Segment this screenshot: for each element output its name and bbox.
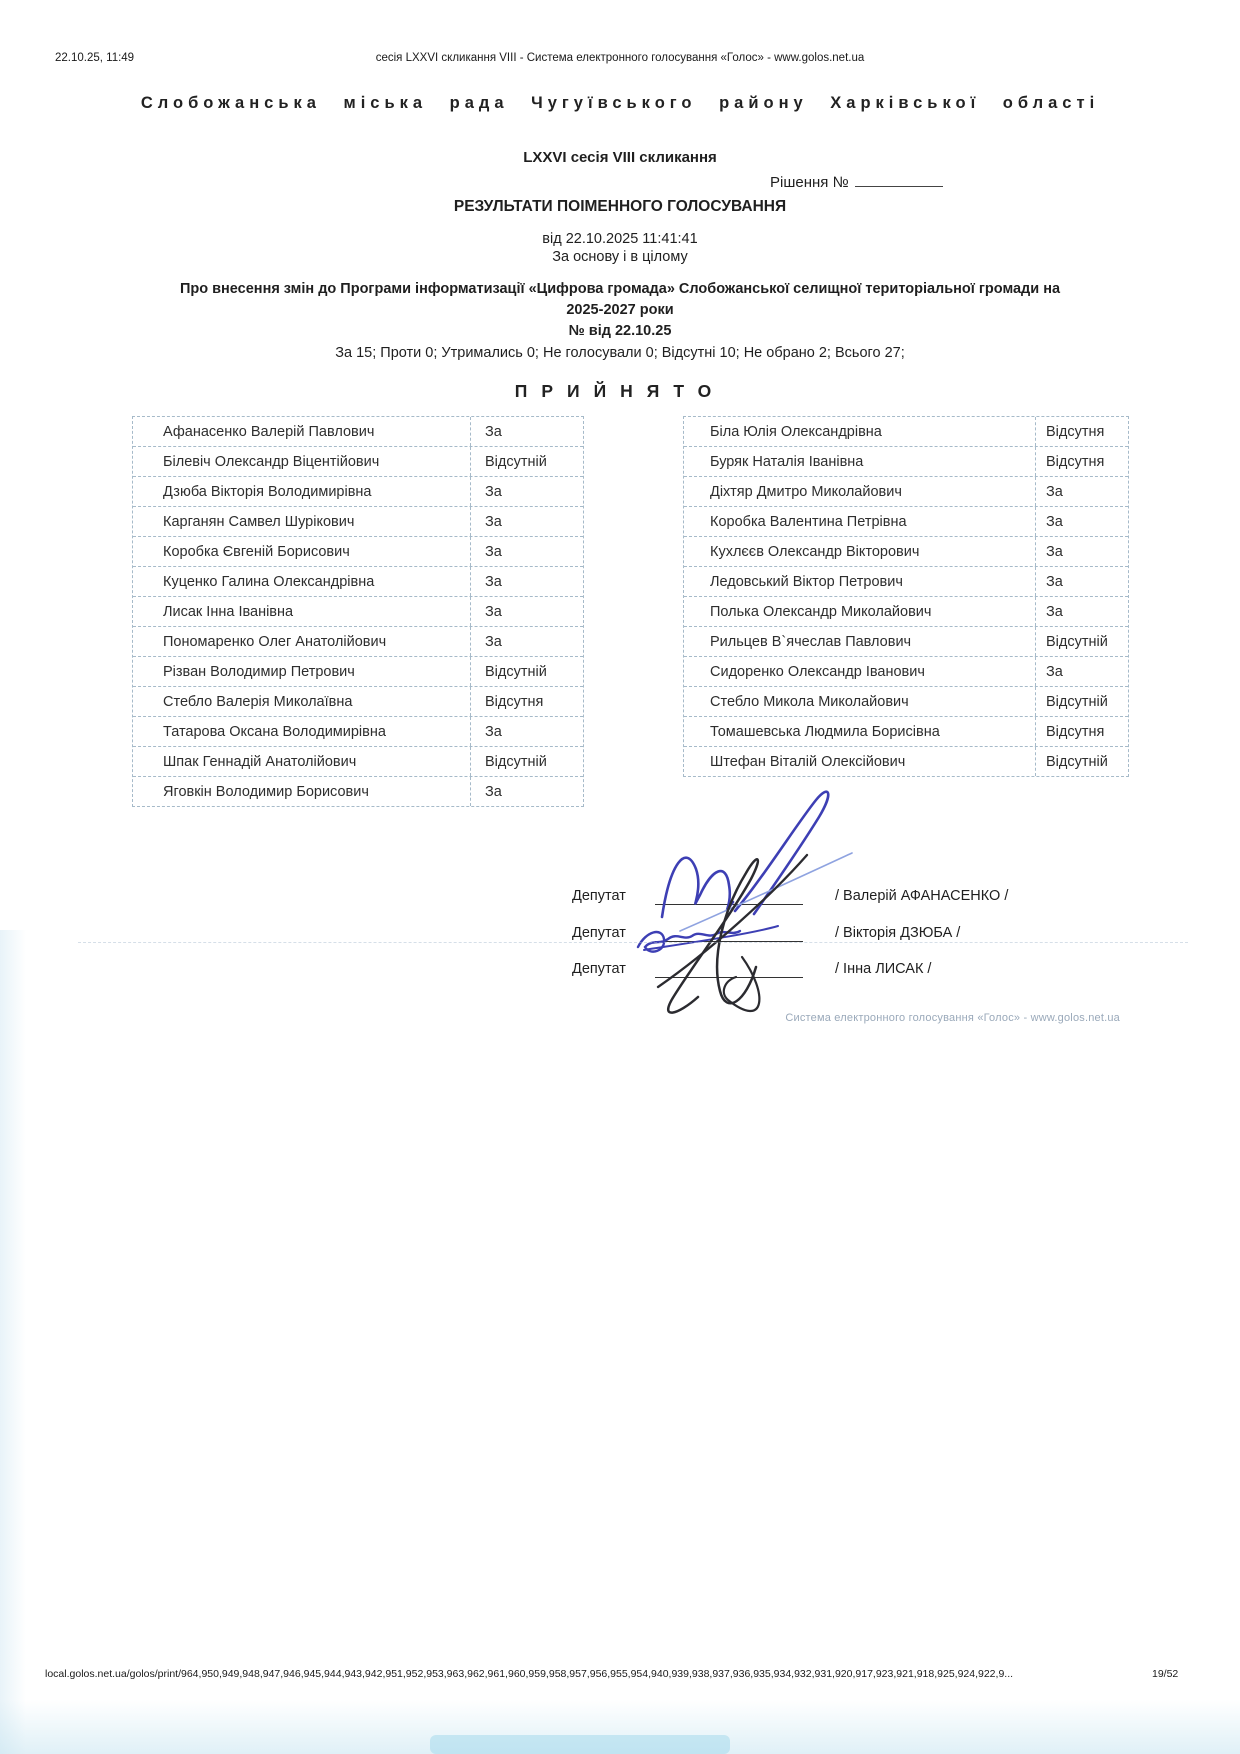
table-row [684, 746, 1128, 776]
deputy-name: Діхтяр Дмитро Миколайович [684, 477, 1036, 506]
table-row [684, 446, 1128, 476]
signature-deputy-name: / Інна ЛИСАК / [835, 961, 932, 977]
deputy-name: Шпак Геннадій Анатолійович [133, 747, 471, 776]
deputy-name: Коробка Євгеній Борисович [133, 537, 471, 566]
deputy-name: Полька Олександр Миколайович [684, 597, 1036, 626]
signature-role-label: Депутат [572, 961, 626, 977]
table-row [684, 686, 1128, 716]
deputy-name: Лисак Інна Іванівна [133, 597, 471, 626]
deputy-name: Біла Юлія Олександрівна [684, 417, 1036, 446]
signature-role-label: Депутат [572, 888, 626, 904]
table-row [133, 417, 583, 446]
deputy-name: Яговкін Володимир Борисович [133, 777, 471, 806]
deputy-name: Різван Володимир Петрович [133, 657, 471, 686]
deputy-name: Буряк Наталія Іванівна [684, 447, 1036, 476]
vote-subject [120, 279, 1120, 342]
decision-number-blank [855, 172, 943, 187]
vote-value: Відсутній [1046, 633, 1108, 650]
table-row [133, 536, 583, 566]
signature-deputy-name: / Валерій АФАНАСЕНКО / [835, 888, 1009, 904]
vote-value: За [485, 423, 502, 440]
table-row [684, 716, 1128, 746]
vote-table-right [683, 416, 1129, 777]
vote-table-left [132, 416, 584, 807]
deputy-name: Сидоренко Олександр Іванович [684, 657, 1036, 686]
browser-print-title: сесія LXXVI скликання VIII - Система електронного голосування «Голос» - www.golos.net.ua [375, 52, 865, 64]
vote-value: За [485, 783, 502, 800]
vote-value: За [1046, 543, 1063, 560]
deputy-name: Афанасенко Валерій Павлович [133, 417, 471, 446]
table-row [133, 746, 583, 776]
table-row [133, 446, 583, 476]
vote-value: Відсутня [1046, 723, 1105, 740]
deputy-name: Татарова Оксана Володимирівна [133, 717, 471, 746]
vote-value: За [1046, 603, 1063, 620]
print-footer-url: local.golos.net.ua/golos/print/964,950,949,948,947,946,945,944,943,942,951,952,953,963,962,961,960,959,958,957,956,955,954,940,939,938,937,936,935,934,932,931,920,917,923,921,918,925,924,922,9... [45, 1668, 1014, 1680]
handwritten-signatures [600, 745, 870, 1025]
deputy-name: Карганян Самвел Шурікович [133, 507, 471, 536]
signature-line [655, 977, 803, 978]
vote-value: За [485, 603, 502, 620]
vote-summary: За 15; Проти 0; Утримались 0; Не голосували 0; Відсутні 10; Не обрано 2; Всього 27; [335, 345, 905, 361]
vote-basis: За основу і в цілому [552, 249, 688, 265]
deputy-name: Ледовський Віктор Петрович [684, 567, 1036, 596]
vote-value: Відсутній [1046, 753, 1108, 770]
signature-line [655, 904, 803, 905]
scan-artifact-bottom [430, 1735, 730, 1754]
table-row [133, 686, 583, 716]
vote-value: За [485, 633, 502, 650]
vote-value: Відсутній [1046, 693, 1108, 710]
council-title: Слобожанська міська рада Чугуївського району Харківської області [140, 94, 1100, 112]
print-timestamp: 22.10.25, 11:49 [55, 52, 135, 64]
deputy-name: Коробка Валентина Петрівна [684, 507, 1036, 536]
vote-value: Відсутня [485, 693, 544, 710]
vote-value: Відсутня [1046, 423, 1105, 440]
signature-role-label: Депутат [572, 925, 626, 941]
vote-datetime: від 22.10.2025 11:41:41 [542, 231, 698, 247]
vote-value: За [1046, 573, 1063, 590]
subject-line: № від 22.10.25 [568, 323, 672, 339]
vote-value: За [485, 513, 502, 530]
deputy-name: Кухлєєв Олександр Вікторович [684, 537, 1036, 566]
table-row [684, 566, 1128, 596]
subject-line: 2025-2027 роки [566, 302, 674, 318]
deputy-name: Білевіч Олександр Віцентійович [133, 447, 471, 476]
table-row [133, 506, 583, 536]
table-row [684, 596, 1128, 626]
deputy-name: Дзюба Вікторія Володимирівна [133, 477, 471, 506]
deputy-name: Рильцев В`ячеслав Павлович [684, 627, 1036, 656]
vote-value: За [1046, 513, 1063, 530]
signature-deputy-name: / Вікторія ДЗЮБА / [835, 925, 961, 941]
system-watermark: Система електронного голосування «Голос» - www.golos.net.ua [785, 1012, 1120, 1024]
vote-value: За [1046, 663, 1063, 680]
table-row [133, 566, 583, 596]
table-row [684, 476, 1128, 506]
vote-outcome: ПРИЙНЯТО [514, 381, 726, 401]
subject-line: Про внесення змін до Програми інформатизації «Цифрова громада» Слобожанської селищної територіальної громади на [179, 281, 1061, 297]
table-row [684, 536, 1128, 566]
table-row [684, 417, 1128, 446]
table-row [133, 656, 583, 686]
vote-value: За [485, 573, 502, 590]
vote-value: Відсутній [485, 753, 547, 770]
table-row [684, 656, 1128, 686]
deputy-name: Куценко Галина Олександрівна [133, 567, 471, 596]
table-row [133, 776, 583, 806]
vote-value: Відсутній [485, 663, 547, 680]
vote-value: Відсутній [485, 453, 547, 470]
deputy-name: Стебло Валерія Миколаївна [133, 687, 471, 716]
deputy-name: Томашевська Людмила Борисівна [684, 717, 1036, 746]
results-title: РЕЗУЛЬТАТИ ПОІМЕННОГО ГОЛОСУВАННЯ [453, 198, 787, 215]
scan-artifact-left [0, 930, 26, 1754]
scan-artifact-line [78, 942, 1188, 943]
print-page-indicator: 19/52 [1152, 1668, 1179, 1680]
table-row [684, 506, 1128, 536]
deputy-name: Стебло Микола Миколайович [684, 687, 1036, 716]
vote-value: За [485, 723, 502, 740]
table-row [133, 596, 583, 626]
vote-value: За [1046, 483, 1063, 500]
signature-row [0, 888, 1240, 908]
vote-value: За [485, 543, 502, 560]
deputy-name: Штефан Віталій Олексійович [684, 747, 1036, 776]
table-row [133, 476, 583, 506]
table-row [133, 626, 583, 656]
vote-value: Відсутня [1046, 453, 1105, 470]
vote-value: За [485, 483, 502, 500]
table-row [684, 626, 1128, 656]
decision-label: Рішення № [770, 174, 849, 191]
signature-row [0, 961, 1240, 981]
decision-number-line [770, 172, 943, 191]
table-row [133, 716, 583, 746]
deputy-name: Пономаренко Олег Анатолійович [133, 627, 471, 656]
session-line: LXXVI сесія VIII скликання [523, 149, 717, 166]
